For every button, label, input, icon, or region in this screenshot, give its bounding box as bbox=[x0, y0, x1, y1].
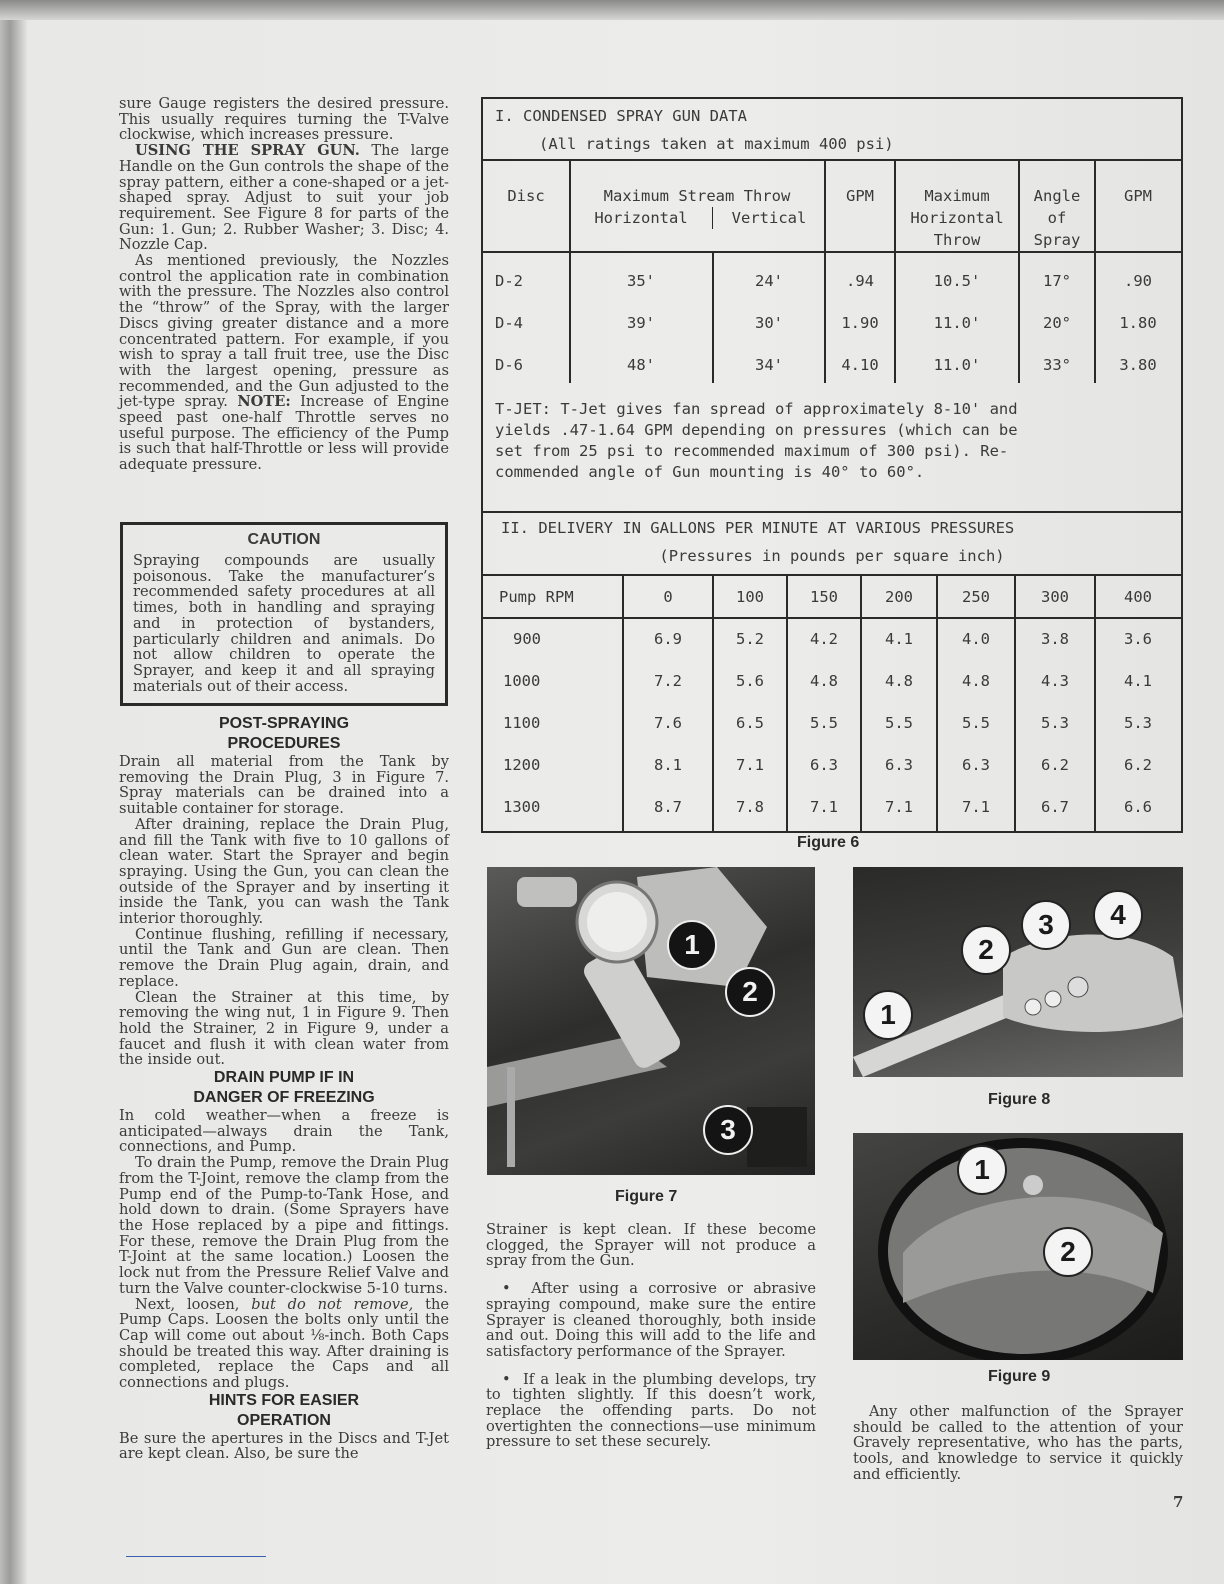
rule bbox=[483, 159, 1181, 161]
caution-title: CAUTION bbox=[247, 531, 321, 548]
figure-8-photo bbox=[853, 867, 1183, 1077]
th-maxhoriz-1: Maximum bbox=[924, 187, 990, 205]
table2-cell: 7.1 bbox=[885, 798, 913, 816]
table2-rpm-cell: 1300 bbox=[503, 798, 541, 816]
table1-cell: 11.0' bbox=[933, 356, 981, 374]
th-stream-throw: Maximum Stream Throw bbox=[603, 187, 791, 205]
th-gpm: GPM bbox=[846, 187, 874, 205]
rule bbox=[712, 207, 713, 229]
hints-text: Be sure the apertures in the Discs and T-Jet are kept clean. Also, be sure the bbox=[119, 1429, 449, 1463]
hints-heading bbox=[119, 1391, 449, 1431]
post-heading-line2: PROCEDURES bbox=[227, 735, 341, 752]
post-heading-line1: POST-SPRAYING bbox=[218, 715, 350, 732]
bottom-rule bbox=[126, 1556, 266, 1557]
table1-cell: 10.5' bbox=[933, 272, 981, 290]
table2-cell: 7.6 bbox=[654, 714, 682, 732]
drain-p3-emphasis: but do not remove, bbox=[251, 1295, 414, 1313]
table2-header-cell: 0 bbox=[663, 588, 673, 606]
tjet-line: commended angle of Gun mounting is 40° to 60°. bbox=[495, 463, 925, 481]
bullet-icon: • bbox=[502, 1370, 511, 1388]
table2-cell: 6.3 bbox=[885, 756, 913, 774]
tjet-line: set from 25 psi to recommended maximum of 300 psi). Re- bbox=[495, 442, 1009, 460]
th-maxhoriz-3: Throw bbox=[933, 231, 981, 249]
table1-cell: 1.90 bbox=[841, 314, 879, 332]
th-maxhoriz-2: Horizontal bbox=[910, 209, 1004, 227]
table2-cell: 3.8 bbox=[1041, 630, 1069, 648]
note-text: Increase of Engine speed past one-half Throttle serves no useful purpose. The efficiency of the Pump is such that half-Throttle or less will provide adequate pressure. bbox=[119, 393, 450, 474]
tjet-line: T-JET: T-Jet gives fan spread of approximately 8-10' and bbox=[495, 400, 1018, 418]
table1-cell: 35' bbox=[627, 272, 655, 290]
drain-paragraph-1: In cold weather—when a freeze is anticipated—always drain the Tank, connections, and Pump. bbox=[119, 1107, 449, 1156]
right-paragraph: Any other malfunction of the Sprayer should be called to the attention of your Gravely representative, who has the parts, tools, and knowledge to service it quickly and efficiently. bbox=[853, 1403, 1183, 1483]
table1-cell: .90 bbox=[1124, 272, 1152, 290]
callout-1: 1 bbox=[863, 990, 913, 1040]
table2-cell: 6.7 bbox=[1041, 798, 1069, 816]
table1-cell: 33° bbox=[1043, 356, 1071, 374]
post-spraying-heading bbox=[119, 714, 449, 754]
table2-cell: 6.3 bbox=[962, 756, 990, 774]
scan-top-edge bbox=[0, 0, 1224, 20]
table1-cell: .94 bbox=[846, 272, 874, 290]
table1-cell: 3.80 bbox=[1119, 356, 1157, 374]
bullet-text: After using a corrosive or abrasive spraying compound, make sure the entire Sprayer is cleaned thoroughly, both inside and out. Doing this will add to the life and satisfactory performance of the Sprayer. bbox=[486, 1280, 817, 1360]
table1-disc-cell: D-4 bbox=[495, 314, 523, 332]
table2-cell: 7.1 bbox=[962, 798, 990, 816]
table2-cell: 4.1 bbox=[885, 630, 913, 648]
table2-cell: 7.1 bbox=[736, 756, 764, 774]
table2-cell: 7.2 bbox=[654, 672, 682, 690]
table2-cell: 7.8 bbox=[736, 798, 764, 816]
table2-rpm-cell: 1200 bbox=[503, 756, 541, 774]
post-paragraph-1: Drain all material from the Tank by removing the Drain Plug, 3 in Figure 7. Spray materials can be drained into a suitable container for storage. bbox=[119, 753, 449, 818]
table1-cell: 30' bbox=[755, 314, 783, 332]
th-angle-2: of bbox=[1047, 209, 1067, 227]
note-label: NOTE: bbox=[237, 393, 291, 411]
table1-cell: 20° bbox=[1043, 314, 1071, 332]
rule bbox=[483, 511, 1181, 513]
table2-cell: 7.1 bbox=[810, 798, 838, 816]
table2-header-cell: 100 bbox=[736, 588, 764, 606]
table1-cell: 17° bbox=[1043, 272, 1071, 290]
callout-3: 3 bbox=[703, 1105, 753, 1155]
drain-heading-line2: DANGER OF FREEZING bbox=[193, 1089, 375, 1107]
table2-cell: 5.5 bbox=[810, 714, 838, 732]
middle-bullet-1 bbox=[486, 1281, 816, 1360]
table2-cell: 4.2 bbox=[810, 630, 838, 648]
drain-heading-line1: DRAIN PUMP IF IN bbox=[213, 1069, 355, 1087]
callout-2: 2 bbox=[1043, 1227, 1093, 1277]
table1-disc-cell: D-6 bbox=[495, 356, 523, 374]
post-paragraph-4: Clean the Strainer at this time, by removing the wing nut, 1 in Figure 9. Then hold the Strainer, 2 in Figure 9, under a faucet and flush it with clean water from the inside out. bbox=[119, 988, 449, 1069]
callout-1: 1 bbox=[957, 1145, 1007, 1195]
bullet-text: If a leak in the plumbing develops, try to tighten slightly. If this doesn’t work, replace the offending parts. Do not overtighten the connections—use minimum pressure to set these securely. bbox=[486, 1370, 817, 1451]
table2-header-cell: 300 bbox=[1041, 588, 1069, 606]
drain-paragraph-2: To drain the Pump, remove the Drain Plug from the T-Joint, remove the clamp from the Pump end of the Pump-to-Tank Hose, and hold down to drain. (Some Sprayers have the Hose replaced by a pipe and fittings. For these, remove the Drain Plug from the T-Joint at the same location.) Loosen the lock nut from the Pressure Relief Valve and turn the Valve counter-clockwise 5-10 turns. bbox=[119, 1154, 449, 1297]
figure-9-photo bbox=[853, 1133, 1183, 1360]
table2-rpm-cell: 1100 bbox=[503, 714, 541, 732]
th-angle-1: Angle bbox=[1033, 187, 1081, 205]
callout-1: 1 bbox=[667, 920, 717, 970]
spray-gun-text: The large Handle on the Gun controls the shape of the spray pattern, either a cone-shaped or a jet-shaped spray. Adjust to suit your job requirement. See Figure 8 for parts of the Gun: 1. Gun; 2. Rubber Washer; 3. Disc; 4. Nozzle Cap. bbox=[119, 142, 449, 254]
figure-7-caption: Figure 7 bbox=[615, 1188, 678, 1205]
table2-cell: 4.3 bbox=[1041, 672, 1069, 690]
figure-8-caption: Figure 8 bbox=[988, 1091, 1051, 1108]
figure-6-tables bbox=[481, 97, 1183, 833]
table2-header-cell: 400 bbox=[1124, 588, 1152, 606]
table1-title: I. CONDENSED SPRAY GUN DATA bbox=[495, 107, 747, 125]
bullet-icon: • bbox=[502, 1280, 511, 1298]
table2-cell: 8.1 bbox=[654, 756, 682, 774]
caution-box bbox=[120, 522, 448, 706]
post-paragraph-3: Continue flushing, refilling if necessary, until the Tank and Gun are clean. Then remove the Drain Plug again, drain, and replace. bbox=[119, 925, 449, 990]
figure-9-caption: Figure 9 bbox=[988, 1368, 1051, 1385]
table2-cell: 5.3 bbox=[1124, 714, 1152, 732]
hints-heading-line1: HINTS FOR EASIER bbox=[208, 1391, 360, 1409]
table1-cell: 48' bbox=[627, 356, 655, 374]
figure-7-photo bbox=[487, 867, 815, 1175]
table2-cell: 3.6 bbox=[1124, 630, 1152, 648]
table2-title: II. DELIVERY IN GALLONS PER MINUTE AT VARIOUS PRESSURES bbox=[501, 519, 1015, 537]
table2-cell: 4.8 bbox=[810, 672, 838, 690]
table2-header-cell: 250 bbox=[962, 588, 990, 606]
table2-cell: 5.3 bbox=[1041, 714, 1069, 732]
th-vertical: Vertical bbox=[731, 209, 807, 227]
table2-cell: 4.1 bbox=[1124, 672, 1152, 690]
post-paragraph-2: After draining, replace the Drain Plug, and fill the Tank with five to 10 gallons of clean water. Start the Sprayer and begin spraying. Using the Gun, you can clean the outside of the Sprayer and by inserting it inside the Tank, you can wash the Tank interior thoroughly. bbox=[119, 815, 449, 928]
spray-gun-paragraph bbox=[119, 143, 449, 253]
right-column bbox=[853, 1404, 1183, 1483]
middle-column bbox=[486, 1222, 816, 1450]
table2-cell: 4.8 bbox=[962, 672, 990, 690]
table2-header-cell: Pump RPM bbox=[499, 588, 574, 606]
caution-text: Spraying compounds are usually poisonous. Take the manufacturer’s recommended safety procedures at all times, both in handling and spraying and in protection of bystanders, particularly children and animals. Do not allow children to operate the Sprayer, and keep it and all spraying materials out of their access. bbox=[133, 552, 435, 695]
table2-cell: 4.0 bbox=[962, 630, 990, 648]
table1-cell: 24' bbox=[755, 272, 783, 290]
table2-cell: 6.2 bbox=[1041, 756, 1069, 774]
page-number: 7 bbox=[1173, 1493, 1184, 1511]
middle-bullet-2 bbox=[486, 1372, 816, 1451]
table2-header-cell: 150 bbox=[810, 588, 838, 606]
figure-6-caption: Figure 6 bbox=[797, 834, 860, 851]
table2-cell: 6.2 bbox=[1124, 756, 1152, 774]
drain-p3-b: the Pump Caps. Loosen the bolts only until the Cap will come out about ⅛-inch. Both Caps should be treated this way. After draining is completed, replace the Caps and all connections and plugs. bbox=[119, 1295, 450, 1392]
table2-cell: 5.6 bbox=[736, 672, 764, 690]
table2-cell: 5.5 bbox=[962, 714, 990, 732]
table2-cell: 5.5 bbox=[885, 714, 913, 732]
drain-paragraph-3 bbox=[119, 1297, 449, 1391]
left-column-lower bbox=[119, 714, 449, 1462]
strainer-illustration bbox=[853, 1133, 1183, 1360]
left-column bbox=[119, 96, 449, 473]
tjet-note bbox=[495, 399, 1175, 483]
table1-disc-cell: D-2 bbox=[495, 272, 523, 290]
table2-cell: 8.7 bbox=[654, 798, 682, 816]
th-angle-3: Spray bbox=[1033, 231, 1081, 249]
callout-4: 4 bbox=[1093, 890, 1143, 940]
nozzles-text: As mentioned previously, the Nozzles control the application rate in combination with the pressure. The Nozzles also control the “throw” of the Spray, with the larger Discs giving greater distance and a more concentrated pattern. For example, if you wish to spray a tall fruit tree, use the Disc with the largest opening, pressure as recommended, and the Gun adjusted to the jet-type spray. bbox=[119, 252, 449, 411]
table2-cell: 6.3 bbox=[810, 756, 838, 774]
table2-cell: 5.2 bbox=[736, 630, 764, 648]
rule bbox=[483, 251, 1181, 253]
callout-3: 3 bbox=[1021, 900, 1071, 950]
th-disc: Disc bbox=[507, 187, 545, 205]
middle-paragraph-1: Strainer is kept clean. If these become clogged, the Sprayer will not produce a spray from the Gun. bbox=[486, 1221, 816, 1270]
table2-cell: 6.5 bbox=[736, 714, 764, 732]
table1-cell: 39' bbox=[627, 314, 655, 332]
drain-p3-a: Next, loosen, bbox=[135, 1295, 240, 1313]
table1-cell: 4.10 bbox=[841, 356, 879, 374]
table2-rpm-cell: 900 bbox=[513, 630, 541, 648]
table2-cell: 6.6 bbox=[1124, 798, 1152, 816]
hints-heading-line2: OPERATION bbox=[237, 1411, 331, 1429]
tjet-line: yields .47-1.64 GPM depending on pressures (which can be bbox=[495, 421, 1018, 439]
table1-cell: 1.80 bbox=[1119, 314, 1157, 332]
callout-2: 2 bbox=[961, 925, 1011, 975]
th-gpm-2: GPM bbox=[1124, 187, 1152, 205]
table1-cell: 34' bbox=[755, 356, 783, 374]
table1-subtitle: (All ratings taken at maximum 400 psi) bbox=[539, 135, 894, 153]
table2-cell: 6.9 bbox=[654, 630, 682, 648]
drain-pump-heading bbox=[119, 1068, 449, 1108]
intro-text: sure Gauge registers the desired pressure. This usually requires turning the T-Valve clockwise, which increases pressure. bbox=[119, 95, 449, 144]
sprayer-pump-illustration bbox=[487, 867, 815, 1175]
table2-rpm-cell: 1000 bbox=[503, 672, 541, 690]
table2-cell: 4.8 bbox=[885, 672, 913, 690]
table1-cell: 11.0' bbox=[933, 314, 981, 332]
callout-2: 2 bbox=[725, 967, 775, 1017]
table2-subtitle: (Pressures in pounds per square inch) bbox=[659, 547, 1005, 565]
nozzles-paragraph bbox=[119, 253, 449, 473]
th-horizontal: Horizontal bbox=[594, 209, 688, 227]
table2-header-cell: 200 bbox=[885, 588, 913, 606]
spray-gun-heading: USING THE SPRAY GUN. bbox=[135, 142, 360, 160]
